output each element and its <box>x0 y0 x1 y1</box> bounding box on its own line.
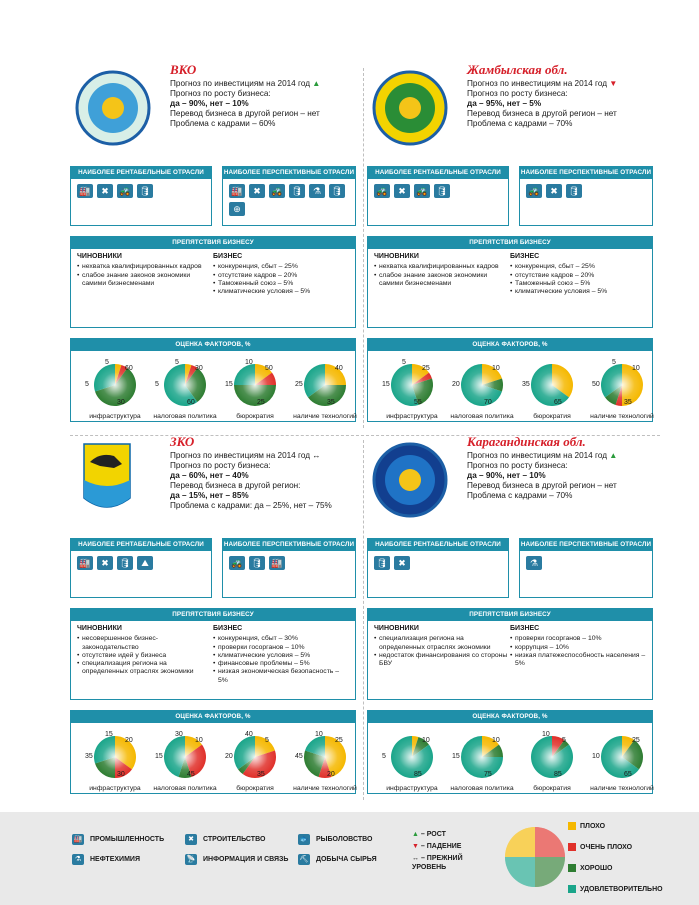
business-item: • климатические условия – 5% <box>218 288 349 296</box>
business-list <box>510 263 646 296</box>
factor-pie-wrap <box>530 735 574 779</box>
industry-legend-label: ДОБЫЧА СЫРЬЯ <box>316 856 377 863</box>
factor-value: 30 <box>117 771 125 778</box>
profitable-header: НАИБОЛЕЕ РЕНТАБЕЛЬНЫЕ ОТРАСЛИ <box>71 539 211 551</box>
trend-legend-item <box>412 854 472 872</box>
factor-name: наличие технологий <box>590 413 654 420</box>
factors-header: ОЦЕНКА ФАКТОРОВ, % <box>368 339 652 351</box>
factor-value: 15 <box>225 381 233 388</box>
officials-list <box>77 635 213 676</box>
factor-value: 20 <box>225 753 233 760</box>
industry-icon: 🚜 <box>229 556 245 570</box>
perspective-icons <box>223 179 355 221</box>
profitable-icons <box>71 551 211 575</box>
legend <box>0 812 699 905</box>
trend-legend-symbol: ▼ <box>412 843 421 850</box>
business-item: • коррупция – 10% <box>515 644 646 652</box>
factor-value: 60 <box>187 399 195 406</box>
factor-name: бюрократия <box>236 413 274 420</box>
info-line: Проблема с кадрами – 70% <box>467 119 573 128</box>
industry-icon: 🛢 <box>117 556 133 570</box>
invest-forecast <box>467 451 662 461</box>
factor-value: 35 <box>327 399 335 406</box>
factor-value: 30 <box>175 731 183 738</box>
factor-value: 5 <box>155 381 159 388</box>
industry-legend-label: ПРОМЫШЛЕННОСТЬ <box>90 836 165 843</box>
perspective-icons <box>520 551 652 575</box>
factor-value: 20 <box>452 381 460 388</box>
officials-item: • слабое знание законов экономики самими бизнесменами <box>82 272 213 289</box>
factors-panel <box>367 710 653 794</box>
region-info <box>170 434 365 511</box>
business-item: • отсутствие кадров – 20% <box>218 272 349 280</box>
factor-value: 10 <box>632 365 640 372</box>
business-list <box>213 263 349 296</box>
factor-value: 10 <box>592 753 600 760</box>
factor-value: 55 <box>414 399 422 406</box>
factor-value: 10 <box>422 737 430 744</box>
factor-value: 35 <box>624 399 632 406</box>
factors-pies <box>71 723 355 799</box>
business-item: • отсутствие кадров – 20% <box>515 272 646 280</box>
business-item: • Таможенный союз – 5% <box>218 280 349 288</box>
factors-pies <box>71 351 355 427</box>
factor-value: 45 <box>187 771 195 778</box>
region-emblem-icon <box>367 68 453 148</box>
profitable-sectors <box>367 166 509 226</box>
obstacles-columns <box>368 249 652 300</box>
obstacles-panel <box>70 608 356 700</box>
region-title: Жамбылская обл. <box>467 62 568 77</box>
industry-legend-icon: ⚗ <box>72 854 84 865</box>
factor-value: 15 <box>105 731 113 738</box>
region-2 <box>70 434 360 800</box>
factor-value: 15 <box>155 753 163 760</box>
industry-icon: 🚜 <box>117 184 133 198</box>
factor-pie <box>530 735 574 779</box>
officials-item: • недостаток финансирования со стороны БВУ <box>379 652 510 669</box>
factor-value: 85 <box>554 771 562 778</box>
factor-value: 75 <box>484 771 492 778</box>
factor-value: 30 <box>195 365 203 372</box>
business-heading: БИЗНЕС <box>213 253 243 260</box>
factors-panel <box>70 710 356 794</box>
obstacles-header: ПРЕПЯТСТВИЯ БИЗНЕСУ <box>71 237 355 249</box>
industry-icon: ⛰ <box>137 556 153 570</box>
officials-item: • отсутствие идей у бизнеса <box>82 652 213 660</box>
factor-name: наличие технологий <box>293 785 357 792</box>
industry-icon: 🚜 <box>374 184 390 198</box>
factor-value: 20 <box>125 737 133 744</box>
invest-forecast <box>170 79 365 89</box>
factor-value: 40 <box>245 731 253 738</box>
factor-pie <box>530 363 574 407</box>
factors-header: ОЦЕНКА ФАКТОРОВ, % <box>71 711 355 723</box>
officials-heading: ЧИНОВНИКИ <box>374 253 419 260</box>
profitable-header: НАИБОЛЕЕ РЕНТАБЕЛЬНЫЕ ОТРАСЛИ <box>368 167 508 179</box>
info-line: Проблема с кадрами: да – 25%, нет – 75% <box>170 501 332 510</box>
industry-icon: 🚜 <box>526 184 542 198</box>
business-item: • проверки госорганов – 10% <box>218 644 349 652</box>
industry-legend-icon: ✖ <box>185 834 197 845</box>
region-title: Карагандинская обл. <box>467 434 586 449</box>
industry-legend-label: РЫБОЛОВСТВО <box>316 836 373 843</box>
business-item: • низкая платежеспособность населения – 5% <box>515 652 646 669</box>
info-line: да – 60%, нет – 40% <box>170 471 249 480</box>
factors-header: ОЦЕНКА ФАКТОРОВ, % <box>71 339 355 351</box>
industry-icon: ⊕ <box>229 202 245 216</box>
factor-value: 10 <box>542 731 550 738</box>
officials-heading: ЧИНОВНИКИ <box>374 625 419 632</box>
profitable-sectors <box>70 538 212 598</box>
profitable-icons <box>368 179 508 203</box>
rating-label: ОЧЕНЬ ПЛОХО <box>580 844 633 851</box>
business-list <box>510 635 646 668</box>
business-item: • Таможенный союз – 5% <box>515 280 646 288</box>
industry-icon: 🛢 <box>434 184 450 198</box>
region-title: ВКО <box>170 62 197 77</box>
factors-pies <box>368 723 652 799</box>
perspective-header: НАИБОЛЕЕ ПЕРСПЕКТИВНЫЕ ОТРАСЛИ <box>223 167 355 179</box>
factor-name: бюрократия <box>533 413 571 420</box>
trend-icon: ▲ <box>609 451 618 460</box>
factor-value: 25 <box>632 737 640 744</box>
factor-value: 35 <box>257 771 265 778</box>
invest-label: Прогноз по инвестициям на 2014 год <box>467 79 610 88</box>
factor-value: 5 <box>265 737 269 744</box>
industry-icon: ✖ <box>394 556 410 570</box>
factor-name: наличие технологий <box>293 413 357 420</box>
factor-name: наличие технологий <box>590 785 654 792</box>
region-0 <box>70 62 360 428</box>
business-heading: БИЗНЕС <box>510 625 540 632</box>
perspective-sectors <box>222 538 356 598</box>
industry-icon: ✖ <box>546 184 562 198</box>
business-column <box>213 253 349 296</box>
industry-icon: 🛢 <box>566 184 582 198</box>
rating-label: УДОВЛЕТВОРИТЕЛЬНО <box>580 886 663 893</box>
trend-icon: ▲ <box>312 79 321 88</box>
info-line: Проблема с кадрами – 70% <box>467 491 573 500</box>
profitable-sectors <box>367 538 509 598</box>
rating-swatch <box>568 822 576 830</box>
region-emblem-icon <box>367 440 453 520</box>
rating-swatch <box>568 885 576 893</box>
region-info <box>467 434 662 501</box>
business-list <box>213 635 349 685</box>
obstacles-columns <box>71 249 355 300</box>
region-info <box>170 62 365 129</box>
region-1 <box>367 62 657 428</box>
factor-name: инфраструктура <box>89 785 141 792</box>
industry-icon: 🛢 <box>289 184 305 198</box>
factor-value: 5 <box>85 381 89 388</box>
profitable-icons <box>368 551 508 575</box>
region-emblem <box>70 440 156 520</box>
obstacles-panel <box>367 236 653 328</box>
factor-name: налоговая политика <box>153 413 217 420</box>
info-line: Прогноз по росту бизнеса: <box>170 89 271 98</box>
perspective-sectors <box>519 538 653 598</box>
officials-column <box>77 625 213 685</box>
perspective-header: НАИБОЛЕЕ ПЕРСПЕКТИВНЫЕ ОТРАСЛИ <box>520 539 652 551</box>
factor-value: 25 <box>335 737 343 744</box>
officials-list <box>77 263 213 288</box>
profitable-header: НАИБОЛЕЕ РЕНТАБЕЛЬНЫЕ ОТРАСЛИ <box>368 539 508 551</box>
business-column <box>213 625 349 685</box>
factor-value: 10 <box>492 365 500 372</box>
factor-value: 10 <box>315 731 323 738</box>
factor-value: 15 <box>452 753 460 760</box>
factor-name: инфраструктура <box>89 413 141 420</box>
invest-label: Прогноз по инвестициям на 2014 год <box>170 79 313 88</box>
obstacles-panel <box>367 608 653 700</box>
officials-column <box>374 253 510 296</box>
industry-icon: ⚗ <box>309 184 325 198</box>
industry-icon: ✖ <box>97 184 113 198</box>
business-item: • конкуренция, сбыт – 30% <box>218 635 349 643</box>
industry-legend-label: СТРОИТЕЛЬСТВО <box>203 836 266 843</box>
industry-legend-label: ИНФОРМАЦИЯ И СВЯЗЬ <box>203 856 289 863</box>
region-emblem <box>70 68 156 148</box>
industry-icon: 🛢 <box>137 184 153 198</box>
perspective-sectors <box>222 166 356 226</box>
region-emblem-icon <box>70 68 156 148</box>
trend-legend-label: – ПРЕЖНИЙ УРОВЕНЬ <box>412 855 463 871</box>
officials-item: • слабое знание законов экономики самими бизнесменами <box>379 272 510 289</box>
business-item: • конкуренция, сбыт – 25% <box>515 263 646 271</box>
region-3 <box>367 434 657 800</box>
factors-header: ОЦЕНКА ФАКТОРОВ, % <box>368 711 652 723</box>
industry-legend-label: НЕФТЕХИМИЯ <box>90 856 140 863</box>
obstacles-header: ПРЕПЯТСТВИЯ БИЗНЕСУ <box>71 609 355 621</box>
officials-heading: ЧИНОВНИКИ <box>77 625 122 632</box>
perspective-header: НАИБОЛЕЕ ПЕРСПЕКТИВНЫЕ ОТРАСЛИ <box>223 539 355 551</box>
obstacles-columns <box>368 621 652 672</box>
region-emblem-icon <box>70 440 156 520</box>
officials-item: • специализация региона на определенных отраслях экономики <box>379 635 510 652</box>
region-emblem <box>367 68 453 148</box>
factor-name: бюрократия <box>533 785 571 792</box>
info-line: да – 90%, нет – 10% <box>170 99 249 108</box>
info-line: да – 15%, нет – 85% <box>170 491 249 500</box>
region-emblem <box>367 440 453 520</box>
rating-swatch <box>568 843 576 851</box>
officials-item: • специализация региона на определенных отраслях экономики <box>82 660 213 677</box>
factor-name: инфраструктура <box>386 413 438 420</box>
factor-name: налоговая политика <box>450 785 514 792</box>
industry-icon: 🏭 <box>77 184 93 198</box>
trend-legend-item <box>412 830 446 839</box>
profitable-icons <box>71 179 211 203</box>
business-heading: БИЗНЕС <box>510 253 540 260</box>
info-line: Прогноз по росту бизнеса: <box>467 461 568 470</box>
industry-icon: 🛢 <box>249 556 265 570</box>
factor-value: 85 <box>414 771 422 778</box>
perspective-icons <box>520 179 652 203</box>
factor-pie-wrap <box>233 735 277 779</box>
factor-value: 5 <box>402 359 406 366</box>
trend-legend-label: – ПАДЕНИЕ <box>420 843 462 850</box>
industry-legend-icon: 📡 <box>186 856 196 863</box>
officials-column <box>77 253 213 296</box>
rating-label: ХОРОШО <box>580 865 613 872</box>
rating-swatch <box>568 864 576 872</box>
info-line: Перевод бизнеса в другой регион – нет <box>467 481 617 490</box>
obstacles-panel <box>70 236 356 328</box>
factor-name: инфраструктура <box>386 785 438 792</box>
business-column <box>510 253 646 296</box>
factor-value: 65 <box>624 771 632 778</box>
factor-name: налоговая политика <box>153 785 217 792</box>
trend-legend-symbol: ↔ <box>412 855 421 862</box>
factor-pie-wrap <box>530 363 574 407</box>
factor-name: бюрократия <box>236 785 274 792</box>
industry-icon: 🛢 <box>329 184 345 198</box>
factor-value: 10 <box>245 359 253 366</box>
profitable-header: НАИБОЛЕЕ РЕНТАБЕЛЬНЫЕ ОТРАСЛИ <box>71 167 211 179</box>
business-item: • финансовые проблемы – 5% <box>218 660 349 668</box>
factor-value: 5 <box>562 737 566 744</box>
factor-value: 25 <box>257 399 265 406</box>
industry-icon: 🏭 <box>269 556 285 570</box>
factors-panel <box>367 338 653 422</box>
industry-icon: ⚗ <box>526 556 542 570</box>
factors-panel <box>70 338 356 422</box>
info-line: Перевод бизнеса в другой регион – нет <box>467 109 617 118</box>
industry-icon: 🏭 <box>229 184 245 198</box>
factor-value: 45 <box>295 753 303 760</box>
factors-pies <box>368 351 652 427</box>
info-line: Прогноз по росту бизнеса: <box>467 89 568 98</box>
factor-value: 50 <box>592 381 600 388</box>
factor-value: 5 <box>612 359 616 366</box>
factor-value: 30 <box>117 399 125 406</box>
region-title: ЗКО <box>170 434 195 449</box>
industry-legend-icon: 🐟 <box>299 836 309 843</box>
business-item: • климатические условия – 5% <box>515 288 646 296</box>
factor-value: 25 <box>422 365 430 372</box>
trend-icon: ↔ <box>312 451 321 460</box>
region-info <box>467 62 662 129</box>
industry-icon: ✖ <box>97 556 113 570</box>
info-line: Прогноз по росту бизнеса: <box>170 461 271 470</box>
factor-value: 25 <box>295 381 303 388</box>
factor-value: 35 <box>85 753 93 760</box>
obstacles-columns <box>71 621 355 689</box>
info-line: да – 95%, нет – 5% <box>467 99 542 108</box>
industry-legend-icon: 🏭 <box>73 836 83 843</box>
officials-column <box>374 625 510 668</box>
officials-list <box>374 263 510 288</box>
industry-icon: 🛢 <box>374 556 390 570</box>
factor-value: 15 <box>382 381 390 388</box>
info-line: Перевод бизнеса в другой регион – нет <box>170 109 320 118</box>
industry-icon: ✖ <box>394 184 410 198</box>
factor-pie <box>233 735 277 779</box>
info-line: Проблема с кадрами – 60% <box>170 119 276 128</box>
factor-value: 20 <box>327 771 335 778</box>
factor-value: 35 <box>522 381 530 388</box>
invest-label: Прогноз по инвестициям на 2014 год <box>467 451 610 460</box>
industry-icon: ✖ <box>249 184 265 198</box>
profitable-sectors <box>70 166 212 226</box>
info-line: да – 90%, нет – 10% <box>467 471 546 480</box>
officials-item: • несовершенное бизнес-законодательство <box>82 635 213 652</box>
invest-label: Прогноз по инвестициям на 2014 год <box>170 451 313 460</box>
industry-icon: 🚜 <box>414 184 430 198</box>
legend-pie-icon <box>500 822 570 892</box>
business-heading: БИЗНЕС <box>213 625 243 632</box>
factor-value: 5 <box>105 359 109 366</box>
industry-legend-icon: ⛏ <box>299 856 309 863</box>
perspective-sectors <box>519 166 653 226</box>
info-line: Перевод бизнеса в другой регион: <box>170 481 301 490</box>
business-item: • климатические условия – 5% <box>218 652 349 660</box>
industry-icon: 🚜 <box>269 184 285 198</box>
officials-item: • нехватка квалифицированных кадров <box>379 263 510 271</box>
factor-value: 5 <box>382 753 386 760</box>
trend-legend-item <box>412 842 461 851</box>
business-item: • конкуренция, сбыт – 25% <box>218 263 349 271</box>
officials-list <box>374 635 510 668</box>
factor-value: 50 <box>265 365 273 372</box>
factor-value: 40 <box>335 365 343 372</box>
factor-value: 10 <box>195 737 203 744</box>
factor-value: 10 <box>492 737 500 744</box>
invest-forecast <box>170 451 365 461</box>
rating-label: ПЛОХО <box>580 823 606 830</box>
factor-value: 70 <box>484 399 492 406</box>
obstacles-header: ПРЕПЯТСТВИЯ БИЗНЕСУ <box>368 609 652 621</box>
business-column <box>510 625 646 668</box>
trend-legend-symbol: ▲ <box>412 831 421 838</box>
officials-item: • нехватка квалифицированных кадров <box>82 263 213 271</box>
business-item: • проверки госорганов – 10% <box>515 635 646 643</box>
industry-icon: 🏭 <box>77 556 93 570</box>
trend-icon: ▼ <box>609 79 618 88</box>
business-item: • низкая экономическая безопасность – 5% <box>218 668 349 685</box>
factor-value: 5 <box>175 359 179 366</box>
factor-value: 65 <box>554 399 562 406</box>
perspective-icons <box>223 551 355 575</box>
factor-name: налоговая политика <box>450 413 514 420</box>
perspective-header: НАИБОЛЕЕ ПЕРСПЕКТИВНЫЕ ОТРАСЛИ <box>520 167 652 179</box>
factor-value: 60 <box>125 365 133 372</box>
trend-legend-label: – РОСТ <box>420 831 446 838</box>
officials-heading: ЧИНОВНИКИ <box>77 253 122 260</box>
invest-forecast <box>467 79 662 89</box>
obstacles-header: ПРЕПЯТСТВИЯ БИЗНЕСУ <box>368 237 652 249</box>
